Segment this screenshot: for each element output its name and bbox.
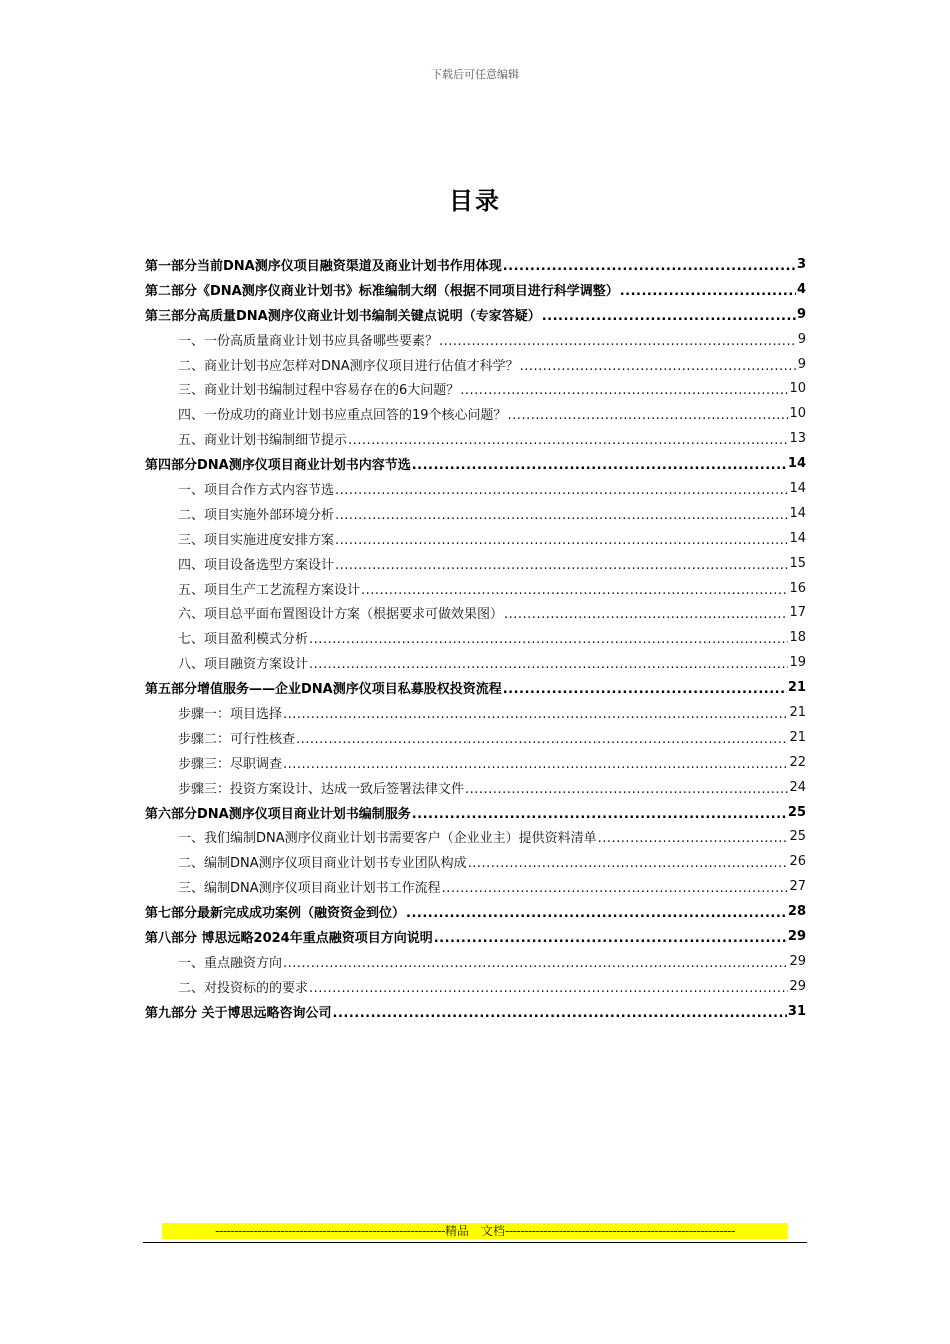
toc-leader-dots xyxy=(520,359,797,374)
toc-entry-page-number: 14 xyxy=(787,456,806,472)
toc-leader-dots xyxy=(296,732,788,747)
toc-entry-subsection[interactable] xyxy=(145,775,806,800)
toc-entry-text: 第三部分高质量DNA测序仪商业计划书编制关键点说明（专家答疑） xyxy=(145,308,541,324)
toc-entry-text: 第四部分DNA测序仪项目商业计划书内容节选 xyxy=(145,458,411,474)
toc-entry-page-number: 10 xyxy=(789,406,806,422)
toc-entry-section[interactable] xyxy=(145,675,806,700)
toc-entry-text: 五、项目生产工艺流程方案设计 xyxy=(178,582,361,598)
toc-entry-text: 一、项目合作方式内容节选 xyxy=(178,482,335,498)
footer-banner xyxy=(162,1223,788,1239)
toc-entry-text: 第六部分DNA测序仪项目商业计划书编制服务 xyxy=(145,806,411,822)
toc-entry-page-number: 9 xyxy=(797,356,806,372)
toc-entry-page-number: 13 xyxy=(789,431,806,447)
toc-entry-page-number: 15 xyxy=(789,555,806,571)
toc-leader-dots xyxy=(460,383,788,398)
page-header-note: 下载后可任意编辑 xyxy=(431,68,519,81)
toc-entry-subsection[interactable] xyxy=(145,526,806,551)
toc-leader-dots xyxy=(309,657,788,672)
toc-entry-text: 第一部分当前DNA测序仪项目融资渠道及商业计划书作用体现 xyxy=(145,258,502,274)
toc-entry-page-number: 14 xyxy=(789,530,806,546)
toc-entry-section[interactable] xyxy=(145,899,806,924)
toc-entry-subsection[interactable] xyxy=(145,551,806,576)
toc-entry-text: 第九部分 关于博思远略咨询公司 xyxy=(145,1005,332,1021)
toc-entry-text: 三、项目实施进度安排方案 xyxy=(178,532,335,548)
toc-entry-page-number: 3 xyxy=(796,256,806,272)
toc-entry-page-number: 18 xyxy=(789,630,806,646)
footer-rule xyxy=(143,1242,807,1243)
toc-leader-dots xyxy=(503,259,796,274)
toc-entry-text: 四、项目设备选型方案设计 xyxy=(178,557,335,573)
toc-leader-dots xyxy=(442,881,789,896)
toc-leader-dots xyxy=(503,682,787,697)
toc-entry-subsection[interactable] xyxy=(145,849,806,874)
toc-title: 目录 xyxy=(449,187,501,215)
toc-entry-subsection[interactable] xyxy=(145,949,806,974)
toc-leader-dots xyxy=(283,956,788,971)
toc-entry-subsection[interactable] xyxy=(145,625,806,650)
footer-dash-right: ------------------------------------------------------------ xyxy=(505,1224,735,1238)
toc-entry-subsection[interactable] xyxy=(145,650,806,675)
toc-entry-text: 二、编制DNA测序仪项目商业计划书专业团队构成 xyxy=(178,856,467,872)
toc-leader-dots xyxy=(283,707,788,722)
toc-leader-dots xyxy=(348,433,788,448)
toc-entry-text: 第五部分增值服务——企业DNA测序仪项目私募股权投资流程 xyxy=(145,682,502,698)
toc-entry-text: 五、商业计划书编制细节提示 xyxy=(178,433,348,449)
toc-entry-section[interactable] xyxy=(145,800,806,825)
toc-entry-text: 三、编制DNA测序仪项目商业计划书工作流程 xyxy=(178,881,441,897)
toc-entry-page-number: 19 xyxy=(789,655,806,671)
toc-entry-section[interactable] xyxy=(145,999,806,1024)
toc-leader-dots xyxy=(508,408,789,423)
toc-entry-subsection[interactable] xyxy=(145,700,806,725)
toc-entry-text: 二、对投资标的的要求 xyxy=(178,980,309,996)
toc-leader-dots xyxy=(335,483,788,498)
toc-leader-dots xyxy=(504,607,788,622)
toc-leader-dots xyxy=(309,981,788,996)
toc-entry-text: 七、项目盈利模式分析 xyxy=(178,632,309,648)
toc-entry-subsection[interactable] xyxy=(145,974,806,999)
toc-entry-text: 第七部分最新完成成功案例（融资资金到位） xyxy=(145,906,406,922)
toc-entry-page-number: 17 xyxy=(789,605,806,621)
table-of-contents xyxy=(145,252,806,1024)
toc-leader-dots xyxy=(335,558,788,573)
toc-entry-subsection[interactable] xyxy=(145,376,806,401)
toc-entry-subsection[interactable] xyxy=(145,750,806,775)
toc-entry-text: 二、商业计划书应怎样对DNA测序仪项目进行估值才科学？ xyxy=(178,358,519,374)
toc-entry-page-number: 29 xyxy=(789,978,806,994)
toc-leader-dots xyxy=(406,906,787,921)
toc-entry-subsection[interactable] xyxy=(145,327,806,352)
toc-entry-page-number: 29 xyxy=(789,953,806,969)
toc-leader-dots xyxy=(620,284,796,299)
toc-entry-subsection[interactable] xyxy=(145,600,806,625)
toc-entry-section[interactable] xyxy=(145,451,806,476)
toc-entry-section[interactable] xyxy=(145,277,806,302)
toc-leader-dots xyxy=(434,931,787,946)
toc-entry-page-number: 28 xyxy=(787,904,806,920)
toc-leader-dots xyxy=(412,458,787,473)
toc-leader-dots xyxy=(309,632,788,647)
toc-leader-dots xyxy=(283,757,788,772)
toc-entry-subsection[interactable] xyxy=(145,401,806,426)
toc-leader-dots xyxy=(468,856,789,871)
toc-leader-dots xyxy=(412,807,787,822)
toc-leader-dots xyxy=(335,533,788,548)
toc-entry-page-number: 31 xyxy=(787,1003,806,1019)
toc-entry-subsection[interactable] xyxy=(145,725,806,750)
toc-entry-subsection[interactable] xyxy=(145,352,806,377)
toc-entry-subsection[interactable] xyxy=(145,874,806,899)
toc-entry-page-number: 10 xyxy=(789,381,806,397)
toc-entry-text: 一、一份高质量商业计划书应具备哪些要素？ xyxy=(178,333,439,349)
toc-leader-dots xyxy=(542,309,796,324)
toc-entry-text: 八、项目融资方案设计 xyxy=(178,657,309,673)
toc-leader-dots xyxy=(333,1006,787,1021)
toc-entry-page-number: 16 xyxy=(789,580,806,596)
toc-entry-page-number: 21 xyxy=(787,680,806,696)
toc-entry-subsection[interactable] xyxy=(145,576,806,601)
toc-entry-page-number: 21 xyxy=(789,729,806,745)
toc-entry-page-number: 25 xyxy=(789,829,806,845)
toc-entry-subsection[interactable] xyxy=(145,476,806,501)
footer-dash-left: ------------------------------------------------------------ xyxy=(215,1224,445,1238)
toc-entry-page-number: 14 xyxy=(789,480,806,496)
toc-entry-text: 一、我们编制DNA测序仪商业计划书需要客户（企业业主）提供资料清单 xyxy=(178,831,597,847)
toc-entry-page-number: 4 xyxy=(796,281,806,297)
toc-entry-text: 一、重点融资方向 xyxy=(178,955,283,971)
toc-entry-text: 第八部分 博思远略2024年重点融资项目方向说明 xyxy=(145,930,433,946)
toc-entry-page-number: 26 xyxy=(789,854,806,870)
toc-entry-page-number: 29 xyxy=(787,928,806,944)
toc-entry-text: 六、项目总平面布置图设计方案（根据要求可做效果图） xyxy=(178,607,504,623)
toc-entry-text: 步骤一：项目选择 xyxy=(178,706,283,722)
toc-entry-subsection[interactable] xyxy=(145,426,806,451)
toc-entry-text: 三、商业计划书编制过程中容易存在的6大问题？ xyxy=(178,383,460,399)
toc-leader-dots xyxy=(598,831,789,846)
toc-entry-section[interactable] xyxy=(145,302,806,327)
footer-label: 精品 文档 xyxy=(444,1224,505,1238)
toc-leader-dots xyxy=(361,583,788,598)
toc-entry-section[interactable] xyxy=(145,252,806,277)
toc-entry-text: 四、一份成功的商业计划书应重点回答的19个核心问题？ xyxy=(178,408,507,424)
toc-entry-text: 步骤三：尽职调查 xyxy=(178,756,283,772)
toc-leader-dots xyxy=(465,782,788,797)
toc-entry-page-number: 9 xyxy=(796,306,806,322)
toc-entry-text: 二、项目实施外部环境分析 xyxy=(178,507,335,523)
toc-entry-page-number: 14 xyxy=(789,505,806,521)
toc-entry-page-number: 24 xyxy=(789,779,806,795)
toc-entry-text: 步骤二：可行性核查 xyxy=(178,731,296,747)
toc-entry-text: 第二部分《DNA测序仪商业计划书》标准编制大纲（根据不同项目进行科学调整） xyxy=(145,283,619,299)
toc-entry-subsection[interactable] xyxy=(145,501,806,526)
toc-leader-dots xyxy=(335,508,788,523)
toc-entry-page-number: 27 xyxy=(789,879,806,895)
toc-entry-text: 步骤三：投资方案设计、达成一致后签署法律文件 xyxy=(178,781,465,797)
toc-entry-section[interactable] xyxy=(145,924,806,949)
toc-entry-page-number: 22 xyxy=(789,754,806,770)
toc-entry-subsection[interactable] xyxy=(145,824,806,849)
toc-leader-dots xyxy=(439,334,797,349)
toc-entry-page-number: 9 xyxy=(797,331,806,347)
toc-entry-page-number: 21 xyxy=(789,704,806,720)
toc-entry-page-number: 25 xyxy=(787,804,806,820)
